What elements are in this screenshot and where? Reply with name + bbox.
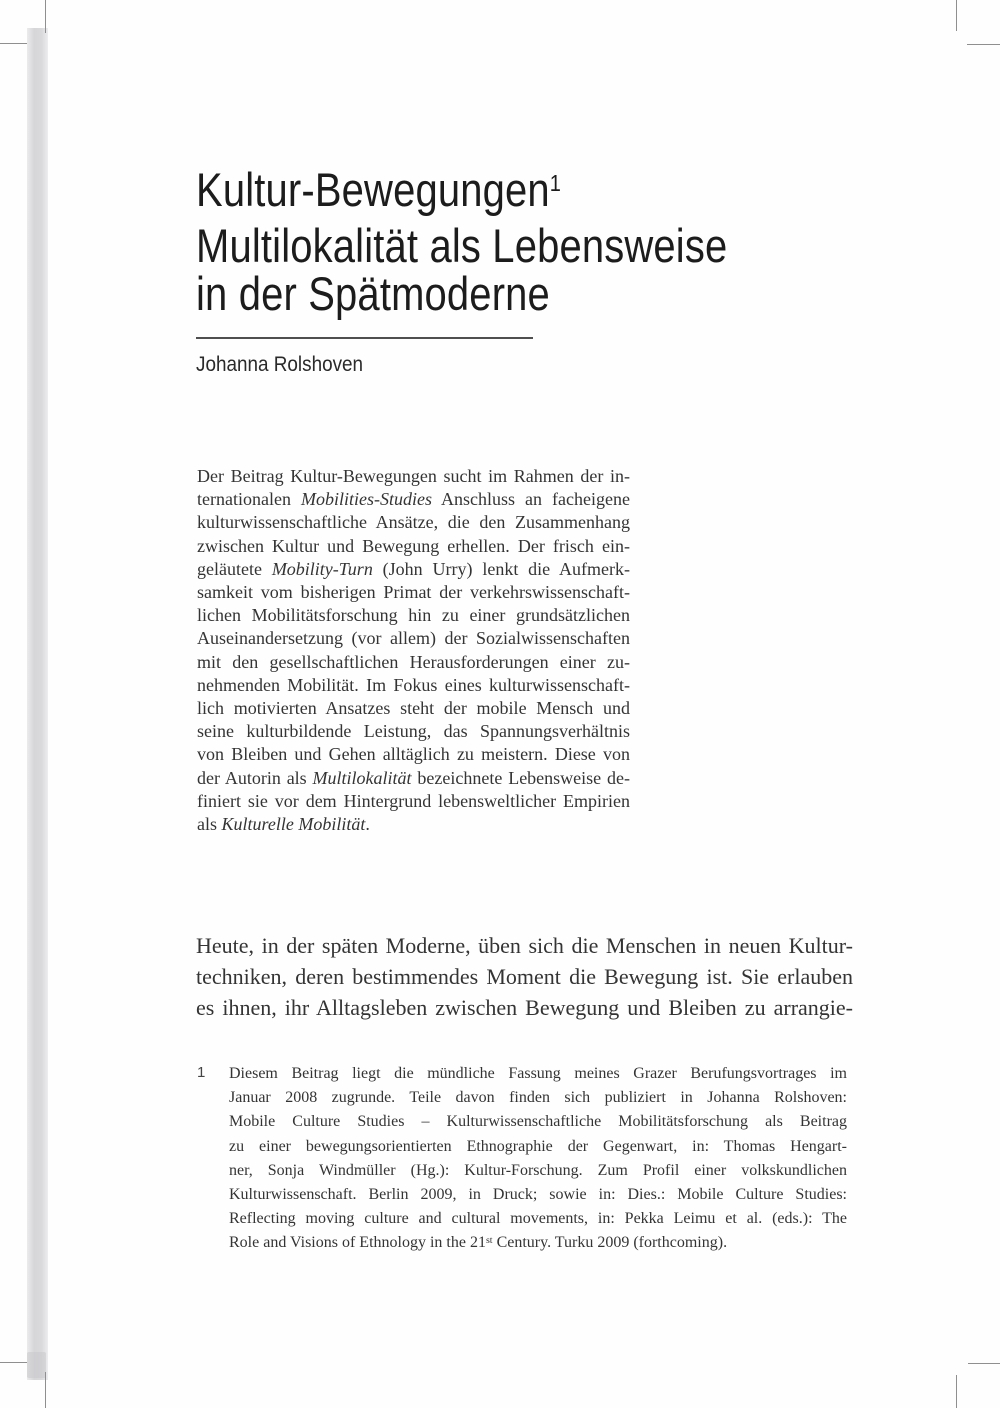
crop-mark-top-left-vertical (45, 0, 46, 33)
crop-mark-bottom-right-vertical (956, 1375, 957, 1408)
body-line: Heute, in der späten Moderne, üben sich die Menschen in neuen Kultur- (196, 933, 853, 958)
abstract-line: von Bleiben und Gehen alltäglich zu meistern. Diese von (197, 744, 630, 765)
footnote-line: Diesem Beitrag liegt die mündliche Fassung meines Grazer Berufungsvortrages im (229, 1065, 847, 1082)
footnote-line: Mobile Culture Studies – Kulturwissenschaftliche Mobilitätsforschung als Beitrag (229, 1113, 847, 1131)
author-name: Johanna Rolshoven (196, 353, 364, 376)
body-line: es ihnen, ihr Alltagsleben zwischen Bewegung und Bleiben zu arrangie- (196, 995, 853, 1020)
abstract-line: Auseinandersetzung (vor allem) der Sozialwissenschaften (197, 628, 630, 649)
abstract-line: ternationalen Mobilities-Studies Anschluss an facheigene (197, 489, 630, 510)
abstract-line: geläutete Mobility-Turn (John Urry) lenkt die Aufmerk- (197, 558, 630, 579)
title-line: Kultur-Bewegungen$^1$ (196, 163, 562, 216)
abstract-line: zwischen Kultur und Bewegung erhellen. Der frisch ein- (197, 535, 630, 556)
abstract-line: nehmenden Mobilität. Im Fokus eines kulturwissenschaft- (197, 674, 630, 695)
footnote-marker: 1 (197, 1064, 206, 1081)
abstract-line: samkeit vom bisherigen Primat der verkehrswissenschaft- (197, 582, 630, 603)
body-paragraph (196, 930, 853, 1023)
footnote-line: zu einer bewegungsorientierten Ethnographie der Gegenwart, in: Thomas Hengart- (229, 1137, 847, 1155)
abstract-line: lichen Mobilitätsforschung hin zu einer grundsätzlichen (197, 605, 630, 626)
crop-mark-bottom-right-horizontal (968, 1363, 1000, 1364)
body-line: techniken, deren bestimmendes Moment die Bewegung ist. Sie erlauben (196, 964, 853, 989)
title-line: in der Spätmoderne (196, 267, 550, 320)
abstract-line: finiert sie vor dem Hintergrund lebensweltlicher Empirien (197, 790, 630, 811)
title-divider-rule (196, 337, 533, 339)
crop-mark-bottom-left-vertical (45, 1372, 46, 1408)
footnote-line: Reflecting moving culture and cultural movements, in: Pekka Leimu et al. (eds.): The (229, 1210, 847, 1228)
crop-mark-top-right-vertical (956, 0, 957, 31)
abstract-line: kulturwissenschaftliche Ansätze, die den Zusammenhang (197, 512, 630, 533)
crop-mark-top-right-horizontal (967, 44, 1000, 45)
abstract-line: Der Beitrag Kultur-Bewegungen sucht im Rahmen der in- (197, 466, 630, 486)
footnote-line: ner, Sonja Windmüller (Hg.): Kultur-Forschung. Zum Profil einer volkskundlichen (229, 1161, 847, 1179)
footnote-line: Kulturwissenschaft. Berlin 2009, in Druck; sowie in: Dies.: Mobile Culture Studies: (229, 1186, 847, 1204)
article-title (196, 163, 728, 320)
footnote-line: Role and Visions of Ethnology in the 21st Century. Turku 2009 (forthcoming). (229, 1234, 728, 1252)
abstract-line: als Kulturelle Mobilität. (197, 814, 370, 835)
abstract-line: der Autorin als Multilokalität bezeichnete Lebensweise de- (197, 767, 630, 788)
title-line: Multilokalität als Lebensweise (196, 219, 728, 272)
crop-mark-bottom-left-horizontal (0, 1362, 27, 1363)
scan-edge-shadow-bar (27, 28, 48, 1380)
footnote-line: Januar 2008 zugrunde. Teile davon finden sich publiziert in Johanna Rolshoven: (229, 1089, 847, 1107)
abstract-line: seine kulturbildende Leistung, das Spannungsverhältnis (197, 721, 630, 742)
abstract-line: mit den gesellschaftlichen Herausforderungen einer zu- (197, 651, 630, 672)
abstract-paragraph (197, 465, 630, 836)
abstract-line: lich motivierten Ansatzes steht der mobile Mensch und (197, 698, 630, 719)
crop-mark-top-left-horizontal (0, 43, 27, 44)
footnote-text (229, 1062, 847, 1258)
